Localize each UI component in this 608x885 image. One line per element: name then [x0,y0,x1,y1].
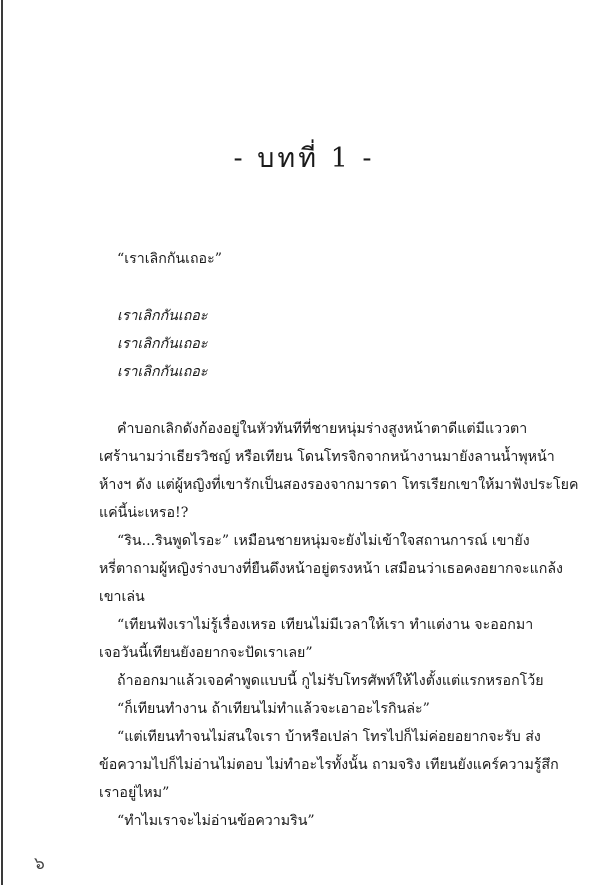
paragraph-line: คำบอกเลิกดังก้องอยู่ในหัวทันทีที่ชายหนุ่มร่างสูงหน้าตาดีแต่มีแววตา [117,421,528,437]
chapter-title: - บทที่ 1 - [233,143,375,174]
paragraph-line: เจอวันนี้เทียนยังอยากจะปัดเราเลย” [99,645,313,661]
paragraph-line: เขาเล่น [99,589,145,605]
paragraph-line: แค่นี้น่ะเหรอ!? [99,505,189,521]
paragraph-line: ข้อความไปก็ไม่อ่านไม่ตอบ ไม่ทำอะไรทั้งนั้น ถามจริง เทียนยังแคร์ความรู้สึก [99,757,559,773]
dialogue-line: “ทำไมเราจะไม่อ่านข้อความริน” [117,813,315,829]
dialogue-line: “ก็เทียนทำงาน ถ้าเทียนไม่ทำแล้วจะเอาอะไรกินล่ะ” [117,701,430,717]
paragraph-line: หรี่ตาถามผู้หญิงร่างบางที่ยืนดึงหน้าอยู่ตรงหน้า เสมือนว่าเธอคงอยากจะแกล้ง [99,561,563,577]
dialogue-line: “เราเลิกกันเถอะ” [117,251,222,267]
paragraph-line: ถ้าออกมาแล้วเจอคำพูดแบบนี้ กูไม่รับโทรศัพท์ให้ไงตั้งแต่แรกหรอกโว้ย [117,673,544,689]
paragraph-line: “เทียนฟังเราไม่รู้เรื่องเหรอ เทียนไม่มีเวลาให้เรา ทำแต่งาน จะออกมา [117,617,534,633]
paragraph-line: “แต่เทียนทำจนไม่สนใจเรา บ้าหรือเปล่า โทรไปก็ไม่ค่อยอยากจะรับ ส่ง [117,729,541,745]
page-edge-divider [1,0,3,885]
paragraph-line: “ริน...รินพูดไรอะ” เหมือนชายหนุ่มจะยังไม่เข้าใจสถานการณ์ เขายัง [117,533,530,549]
paragraph-line: ห้างฯ ดัง แต่ผู้หญิงที่เขารักเป็นสองรองจากมารดา โทรเรียกเขาให้มาฟังประโยค [99,477,579,493]
echo-line: เราเลิกกันเถอะ [117,336,208,352]
paragraph-line: เราอยู่ไหม” [99,785,170,801]
echo-line: เราเลิกกันเถอะ [117,308,208,324]
page-number: ๖ [34,854,45,874]
paragraph-line: เศร้านามว่าเธียรวิชญ์ หรือเทียน โดนโทรจิกจากหน้างานมายังลานน้ำพุหน้า [99,449,555,465]
echo-line: เราเลิกกันเถอะ [117,364,208,380]
